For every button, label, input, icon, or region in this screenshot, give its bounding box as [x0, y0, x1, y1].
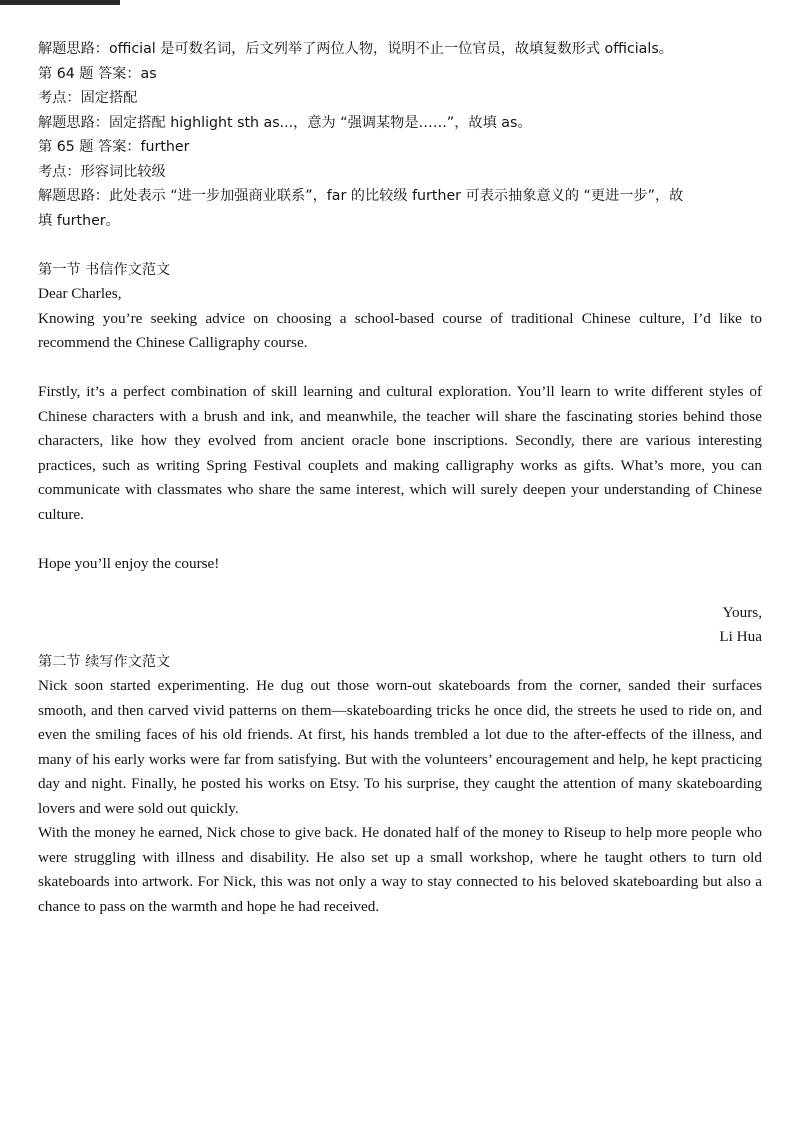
q65-answer: 第 65 题 答案：further — [38, 139, 190, 155]
spacer — [38, 233, 762, 258]
q63-explanation: 解题思路：official 是可数名词，后文列举了两位人物，说明不止一位官员，故填复数形式 officials。 — [38, 41, 673, 57]
continuation-paragraph-2: With the money he earned, Nick chose to give back. He donated half of the money to Riseup to help more people who were struggling with illness and disability. He also set up a small workshop, where he taught others to turn old skateboards into artwork. For Nick, this was not only a way to stay connected to his beloved skateboarding but also a chance to pass on the warmth and hope he had received. — [38, 824, 762, 915]
letter-heading: 第一节 书信作文范文 — [38, 261, 171, 278]
letter-signoff: Yours, — [722, 603, 762, 621]
q64-answer: 第 64 题 答案：as — [38, 65, 157, 82]
q65-explanation-line2: 填 further。 — [38, 212, 120, 229]
letter-paragraph-2: Firstly, it’s a perfect combination of skill learning and cultural exploration. You’ll learn to write different styles of Chinese characters with a brush and ink, and meanwhile, the teacher will share the fascinating stories behind those characters, like how they evolved from ancient oracle bone inscriptions. Secondly, there are various interesting practices, such as writing Spring Festival couplets and making calligraphy works as gifts. What’s more, you can communicate with classmates who share the same interest, which will surely deepen your understanding of Chinese culture. — [38, 383, 762, 523]
q65-explanation-line1: 解题思路：此处表示 “进一步加强商业联系”，far 的比较级 further 可表示抽象意义的 “更进一步”，故 — [38, 188, 684, 204]
letter-salutation: Dear Charles, — [38, 285, 122, 302]
document-page — [38, 37, 762, 919]
letter-paragraph-1: Knowing you’re seeking advice on choosing a school-based course of traditional Chinese culture, I’d like to recommend the Chinese Calligraphy course. — [38, 309, 762, 351]
letter-closing-line: Hope you’ll enjoy the course! — [38, 554, 220, 572]
letter-signature: Li Hua — [719, 628, 762, 645]
spacer — [38, 576, 762, 601]
scan-edge-mark — [0, 0, 120, 5]
q64-explanation: 解题思路：固定搭配 highlight sth as...，意为 “强调某物是……”，故填 as。 — [38, 114, 532, 131]
continuation-heading: 第二节 续写作文范文 — [38, 653, 171, 670]
spacer — [38, 527, 762, 552]
continuation-paragraph-1: Nick soon started experimenting. He dug out those worn-out skateboards from the corner, sanded their surfaces smooth, and then carved vivid patterns on them—skateboarding tricks he once did, the streets he used to ride on, and even the smiling faces of his old friends. At first, his hands trembled a lot due to the after-effects of the illness, and many of his early works were far from satisfying. But with the volunteers’ encouragement and help, he kept practicing day and night. Finally, he posted his works on Etsy. To his surprise, they caught the attention of many skateboarding lovers and were sold out quickly. — [38, 677, 762, 817]
q65-point: 考点：形容词比较级 — [38, 163, 166, 180]
spacer — [38, 356, 762, 381]
q64-point: 考点：固定搭配 — [38, 90, 138, 106]
